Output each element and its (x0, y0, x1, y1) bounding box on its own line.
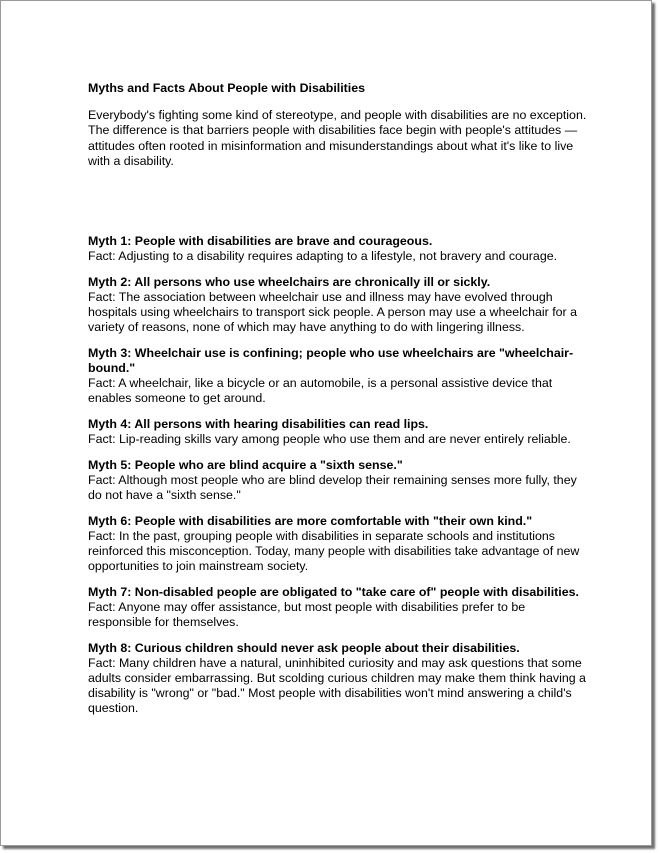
fact-statement: Fact: Adjusting to a disability requires adapting to a lifestyle, not bravery and courage. (88, 248, 558, 263)
fact-statement: Fact: Anyone may offer assistance, but most people with disabilities prefer to be responsible for themselves. (88, 599, 526, 629)
intro-paragraph: Everybody's fighting some kind of stereotype, and people with disabilities are no exception. The difference is that barriers people with disabilities face begin with people's attitudes — attitudes often rooted in misinformation and misunderstandings about what it's like to live with a disability. (88, 108, 587, 169)
myth-statement: Myth 1: People with disabilities are brave and courageous. (88, 233, 433, 248)
myth-fact-item (88, 417, 588, 447)
myth-statement: Myth 2: All persons who use wheelchairs are chronically ill or sickly. (88, 274, 491, 289)
myth-fact-item (88, 514, 588, 574)
myth-statement: Myth 6: People with disabilities are more comfortable with "their own kind." (88, 513, 533, 528)
document-content (88, 81, 588, 727)
fact-statement: Fact: Many children have a natural, uninhibited curiosity and may ask questions that some adults consider embarrassing. But scolding curious children may make them think having a disability is "wrong" or "bad." Most people with disabilities won't mind answering a child's question. (88, 655, 586, 715)
fact-statement: Fact: Lip-reading skills vary among people who use them and are never entirely reliable. (88, 431, 571, 446)
myth-statement: Myth 5: People who are blind acquire a "sixth sense." (88, 457, 403, 472)
document-title: Myths and Facts About People with Disabilities (88, 81, 365, 95)
myth-fact-item (88, 275, 588, 335)
myth-fact-item (88, 585, 588, 630)
myth-fact-item (88, 346, 588, 406)
fact-statement: Fact: A wheelchair, like a bicycle or an automobile, is a personal assistive device that enables someone to get around. (88, 375, 553, 405)
fact-statement: Fact: In the past, grouping people with disabilities in separate schools and institutions reinforced this misconception. Today, many people with disabilities take advantage of new opportunities to join mainstream society. (88, 528, 580, 573)
myth-fact-item (88, 458, 588, 503)
myth-fact-item (88, 641, 588, 716)
myth-statement: Myth 3: Wheelchair use is confining; people who use wheelchairs are "wheelchair-bound." (88, 345, 574, 375)
myth-fact-item (88, 234, 588, 264)
myth-statement: Myth 8: Curious children should never ask people about their disabilities. (88, 640, 520, 655)
myth-fact-list (88, 234, 588, 716)
myth-statement: Myth 7: Non-disabled people are obligated to "take care of" people with disabilities. (88, 584, 579, 599)
fact-statement: Fact: Although most people who are blind develop their remaining senses more fully, they do not have a "sixth sense." (88, 472, 577, 502)
myth-statement: Myth 4: All persons with hearing disabilities can read lips. (88, 416, 429, 431)
fact-statement: Fact: The association between wheelchair use and illness may have evolved through hospitals using wheelchairs to transport sick people. A person may use a wheelchair for a variety of reasons, none of which may have anything to do with lingering illness. (88, 289, 578, 334)
